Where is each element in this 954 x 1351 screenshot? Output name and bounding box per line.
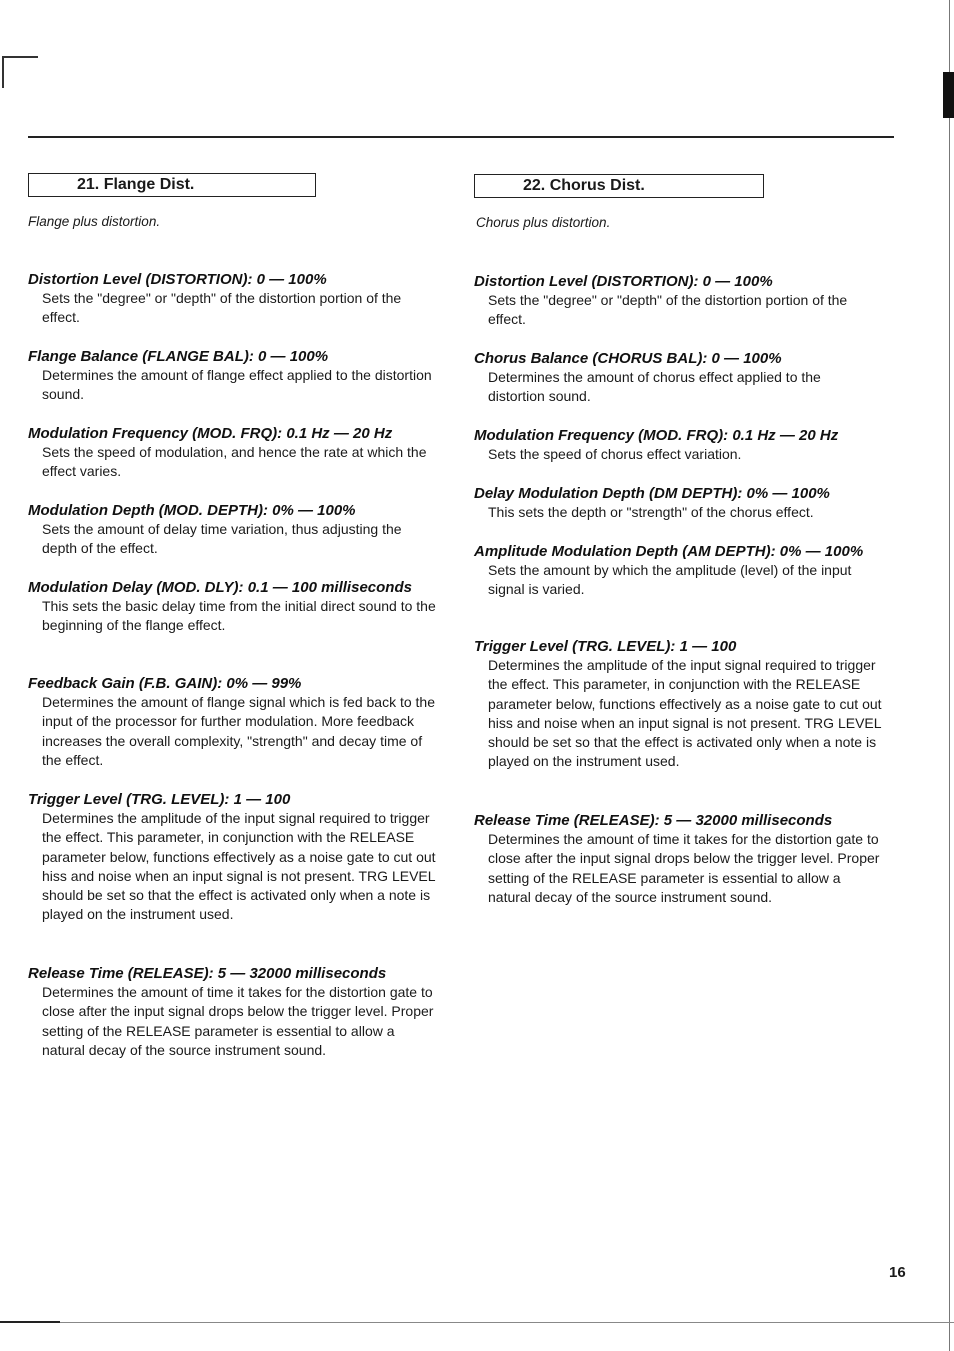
param-title: Modulation Delay (MOD. DLY): 0.1 — 100 milliseconds xyxy=(28,579,412,596)
param-description: Sets the "degree" or "depth" of the distortion portion of the effect. xyxy=(488,292,848,328)
param-description: Sets the amount of delay time variation, thus adjusting the depth of the effect. xyxy=(42,521,402,557)
section-subtitle: Chorus plus distortion. xyxy=(476,215,611,230)
param-description: Determines the amount of time it takes for the distortion gate to close after the input signal drops below the trigger level. Proper setting of the RELEASE parameter is essential to allow a natural decay of the source instrument sound. xyxy=(42,984,434,1058)
param-feedback-gain xyxy=(28,675,438,770)
param-title: Amplitude Modulation Depth (AM DEPTH): 0% — 100% xyxy=(474,543,864,560)
param-description: Determines the amount of flange signal which is fed back to the input of the processor for further modulation. More feedback increases the overall complexity, "strength" and decay time of the effect. xyxy=(42,694,435,768)
param-description: Sets the speed of chorus effect variation. xyxy=(488,446,742,462)
param-release-time xyxy=(28,965,438,1060)
param-chorus-balance xyxy=(474,350,884,407)
param-description: Determines the amplitude of the input signal required to trigger the effect. This parameter, in conjunction with the RELEASE parameter below, functions effectively as a noise gate to cut out hiss and noise when an input signal is not present. TRG LEVEL should be set so that the effect is activated only when a note is played on the instrument used. xyxy=(42,810,436,923)
param-title: Feedback Gain (F.B. GAIN): 0% — 99% xyxy=(28,675,302,692)
page-number: 16 xyxy=(889,1264,906,1281)
param-title: Modulation Depth (MOD. DEPTH): 0% — 100% xyxy=(28,502,356,519)
param-title: Modulation Frequency (MOD. FRQ): 0.1 Hz — 20 Hz xyxy=(474,427,839,444)
param-description: This sets the basic delay time from the initial direct sound to the beginning of the flange effect. xyxy=(42,598,436,634)
param-title: Chorus Balance (CHORUS BAL): 0 — 100% xyxy=(474,350,782,367)
param-description: Determines the amount of time it takes for the distortion gate to close after the input signal drops below the trigger level. Proper setting of the RELEASE parameter is essential to allow a natural decay of the source instrument sound. xyxy=(488,831,880,905)
param-title: Release Time (RELEASE): 5 — 32000 milliseconds xyxy=(28,965,387,982)
footer-rule-accent xyxy=(0,1321,60,1323)
section-heading-chorus-dist: 22. Chorus Dist. xyxy=(474,174,764,198)
crop-corner-mark xyxy=(2,56,38,88)
param-description: Determines the amplitude of the input signal required to trigger the effect. This parameter, in conjunction with the RELEASE parameter below, functions effectively as a noise gate to cut out hiss and noise when an input signal is not present. TRG LEVEL should be set so that the effect is activated only when a note is played on the instrument used. xyxy=(488,657,882,770)
param-description: Sets the amount by which the amplitude (level) of the input signal is varied. xyxy=(488,562,852,598)
param-description: This sets the depth or "strength" of the chorus effect. xyxy=(488,504,814,520)
param-description: Determines the amount of flange effect applied to the distortion sound. xyxy=(42,367,432,403)
param-modulation-delay xyxy=(28,579,438,636)
param-title: Release Time (RELEASE): 5 — 32000 milliseconds xyxy=(474,812,833,829)
param-title: Flange Balance (FLANGE BAL): 0 — 100% xyxy=(28,348,329,365)
section-subtitle: Flange plus distortion. xyxy=(28,214,161,229)
param-modulation-depth xyxy=(28,502,438,559)
header-rule xyxy=(28,136,894,138)
param-description: Determines the amount of chorus effect applied to the distortion sound. xyxy=(488,369,821,405)
param-distortion-level xyxy=(28,271,438,328)
param-trigger-level xyxy=(474,638,884,772)
param-modulation-frequency xyxy=(474,427,884,464)
param-description: Sets the "degree" or "depth" of the distortion portion of the effect. xyxy=(42,290,402,326)
param-title: Trigger Level (TRG. LEVEL): 1 — 100 xyxy=(474,638,737,655)
param-amplitude-modulation-depth xyxy=(474,543,884,600)
param-trigger-level xyxy=(28,791,438,925)
param-title: Distortion Level (DISTORTION): 0 — 100% xyxy=(28,271,327,288)
param-modulation-frequency xyxy=(28,425,438,482)
param-description: Sets the speed of modulation, and hence the rate at which the effect varies. xyxy=(42,444,427,480)
param-title: Distortion Level (DISTORTION): 0 — 100% xyxy=(474,273,773,290)
section-heading-flange-dist: 21. Flange Dist. xyxy=(28,173,316,197)
param-title: Delay Modulation Depth (DM DEPTH): 0% — 100% xyxy=(474,485,830,502)
param-title: Trigger Level (TRG. LEVEL): 1 — 100 xyxy=(28,791,291,808)
footer-rule xyxy=(0,1322,954,1323)
param-release-time xyxy=(474,812,886,907)
page-edge-line xyxy=(949,0,951,1351)
param-title: Modulation Frequency (MOD. FRQ): 0.1 Hz — 20 Hz xyxy=(28,425,393,442)
param-delay-modulation-depth xyxy=(474,485,884,522)
param-distortion-level xyxy=(474,273,884,330)
thumb-index-tab xyxy=(943,72,954,118)
param-flange-balance xyxy=(28,348,438,405)
